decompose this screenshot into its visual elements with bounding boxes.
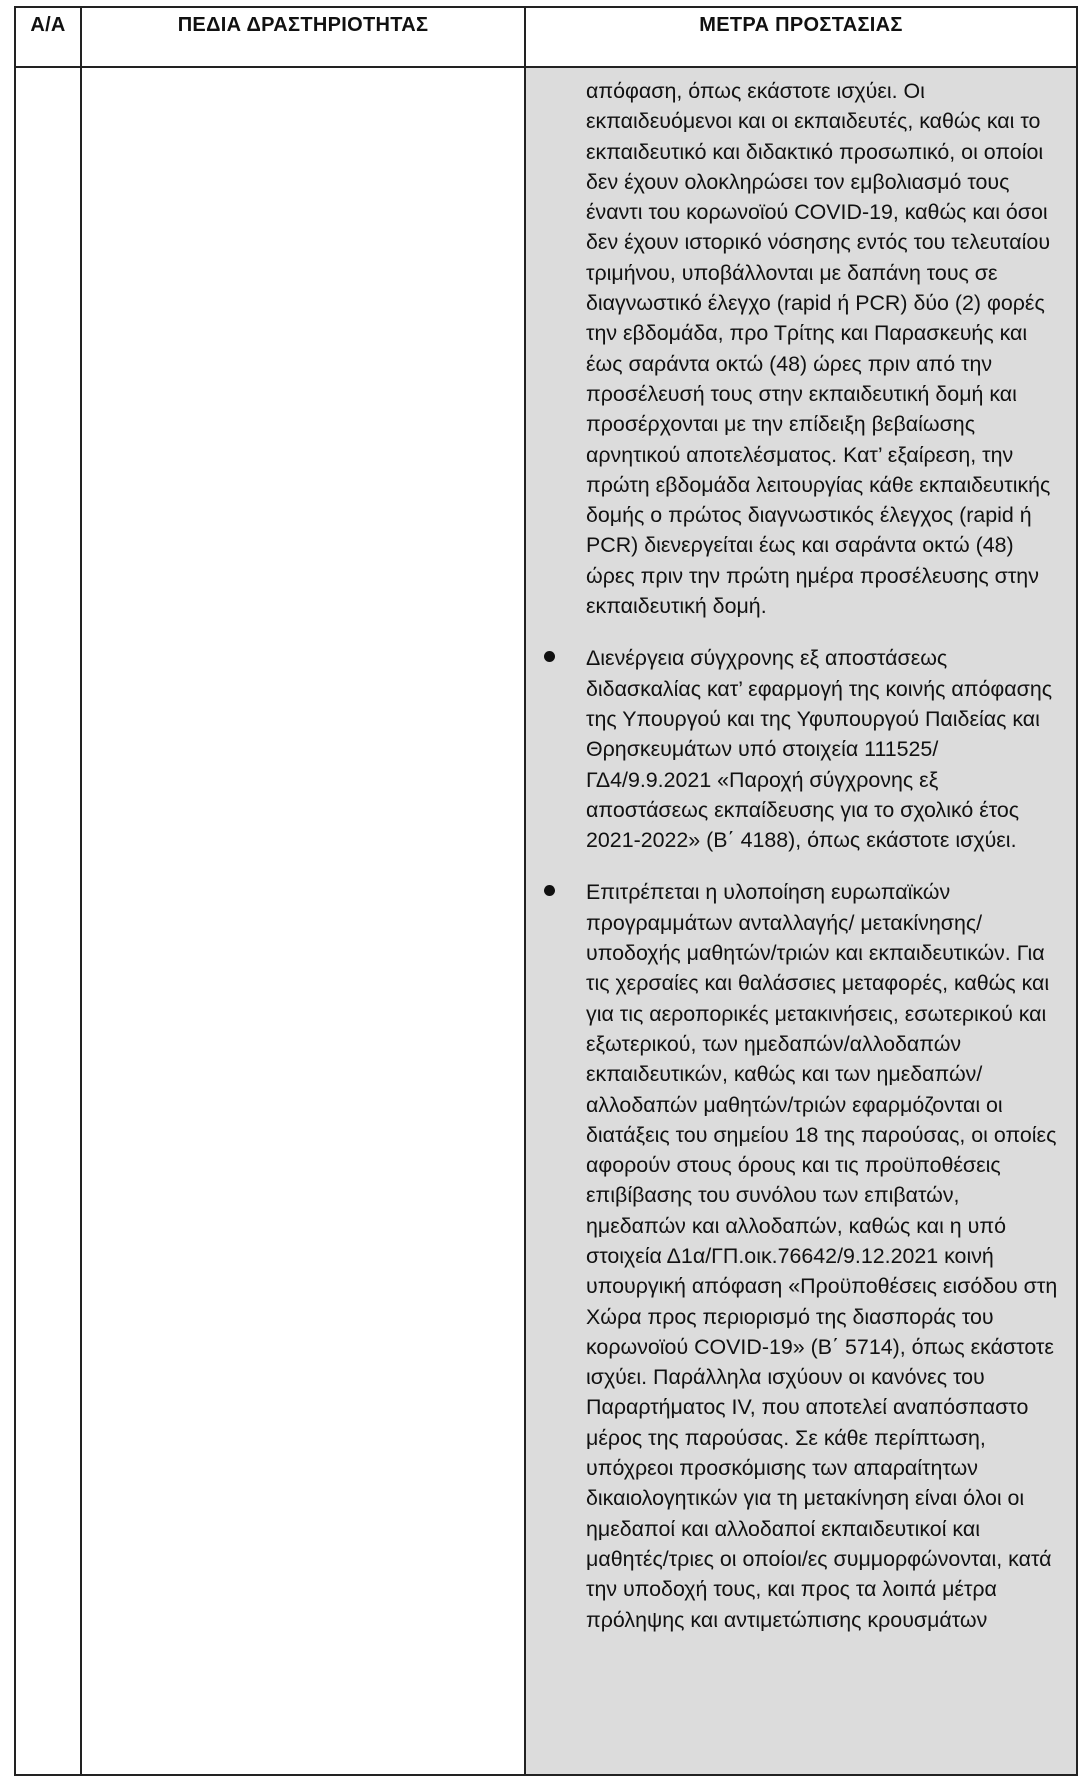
header-fields: ΠΕΔΙΑ ΔΡΑΣΤΗΡΙΟΤΗΤΑΣ: [81, 7, 525, 67]
cell-aa: [15, 67, 81, 1775]
measures-content: [526, 68, 1076, 1635]
bullet-icon: [544, 651, 555, 662]
header-measures: ΜΕΤΡΑ ΠΡΟΣΤΑΣΙΑΣ: [525, 7, 1077, 67]
header-row: [15, 7, 1077, 67]
bullet-icon: [544, 885, 555, 896]
bullet-text: Επιτρέπεται η υλοποίηση ευρωπαϊκών προγραμμάτων ανταλλαγής/ μετακίνησης/υποδοχής μαθητών/τριών και εκπαιδευτικών. Για τις χερσαίες και θαλάσσιες μεταφορές, καθώς και για τις αεροπορικές μετακινήσεις, εσωτερικού και εξωτερικού, των ημεδαπών/αλλοδαπών εκπαιδευτικών, καθώς και των ημεδαπών/αλλοδαπών μαθητών/τριών εφαρμόζονται οι διατάξεις του σημείου 18 της παρούσας, οι οποίες αφορούν στους όρους και τις προϋποθέσεις επιβίβασης του συνόλου των επιβατών, ημεδαπών και αλλοδαπών, καθώς και η υπό στοιχεία Δ1α/ΓΠ.οικ.76642/9.12.2021 κοινή υπουργική απόφαση «Προϋποθέσεις εισόδου στη Χώρα προς περιορισμό της διασποράς του κορωνοϊού COVID-19» (Β΄ 5714), όπως εκάστοτε ισχύει. Παράλληλα ισχύουν οι κανόνες του Παραρτήματος IV, που αποτελεί αναπόσπαστο μέρος της παρούσας. Σε κάθε περίπτωση, υπόχρεοι προσκόμισης των απαραίτητων δικαιολογητικών για τη μετακίνηση είναι όλοι οι ημεδαποί και αλλοδαποί εκπαιδευτικοί και μαθητές/τριες οι οποίοι/ες συμμορφώνονται, κατά την υποδοχή τους, και προς τα λοιπά μέτρα πρόληψης και αντιμετώπισης κρουσμάτων: [586, 880, 1058, 1632]
measures-table: [14, 6, 1078, 1776]
cell-fields: [81, 67, 525, 1775]
cell-measures: [525, 67, 1077, 1775]
bullet-text: Διενέργεια σύγχρονης εξ αποστάσεως διδασκαλίας κατ’ εφαρμογή της κοινής απόφασης της Υπουργού και της Υφυπουργού Παιδείας και Θρησκευμάτων υπό στοιχεία 111525/ΓΔ4/9.9.2021 «Παροχή σύγχρονης εξ αποστάσεως εκπαίδευσης για το σχολικό έτος 2021-2022» (Β΄ 4188), όπως εκάστοτε ισχύει.: [586, 646, 1053, 853]
table-row: [15, 67, 1077, 1775]
header-aa: Α/Α: [15, 7, 81, 67]
bullet-item-remote-teaching: [586, 643, 1062, 855]
continuation-paragraph: απόφαση, όπως εκάστοτε ισχύει. Οι εκπαιδευόμενοι και οι εκπαιδευτές, καθώς και το εκπαιδευτικό και διδακτικό προσωπικό, οι οποίοι δεν έχουν ολοκληρώσει τον εμβολιασμό τους έναντι του κορωνοϊού COVID-19, καθώς και όσοι δεν έχουν ιστορικό νόσησης εντός του τελευταίου τριμήνου, υποβάλλονται με δαπάνη τους σε διαγνωστικό έλεγχο (rapid ή PCR) δύο (2) φορές την εβδομάδα, προ Τρίτης και Παρασκευής και έως σαράντα οκτώ (48) ώρες πριν από την προσέλευσή τους στην εκπαιδευτική δομή και προσέρχονται με την επίδειξη βεβαίωσης αρνητικού αποτελέσματος. Κατ’ εξαίρεση, την πρώτη εβδομάδα λειτουργίας κάθε εκπαιδευτικής δομής ο πρώτος διαγνωστικός έλεγχος (rapid ή PCR) διενεργείται έως και σαράντα οκτώ (48) ώρες πριν την πρώτη ημέρα προσέλευσης στην εκπαιδευτική δομή.: [586, 79, 1051, 619]
bullet-item-exchange-programs: [586, 877, 1062, 1634]
